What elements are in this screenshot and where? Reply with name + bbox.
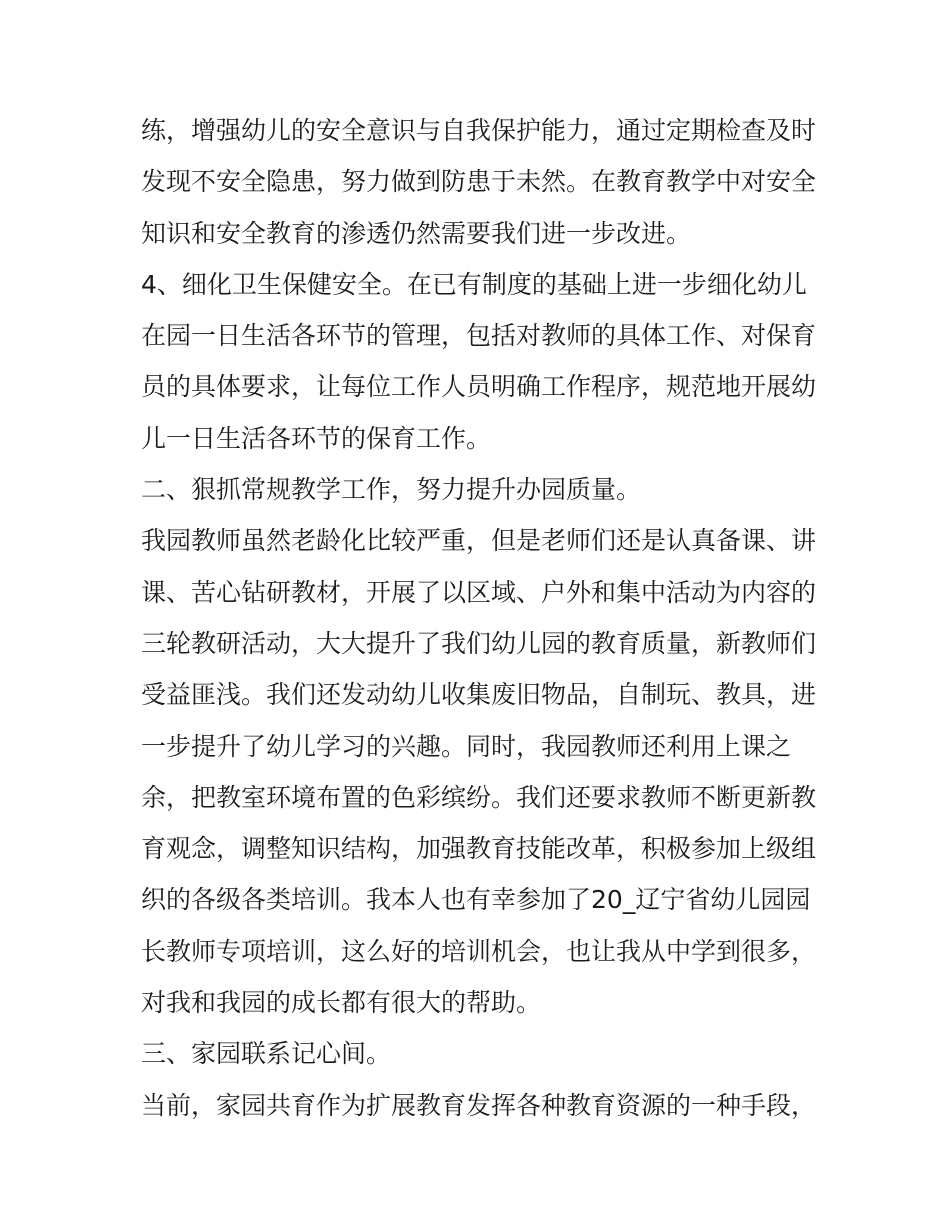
text-line: 我园教师虽然老龄化比较严重，但是老师们还是认真备课、讲 [141,526,817,556]
text-line: 当前，家园共育作为扩展教育发挥各种教育资源的一种手段， [141,1090,817,1120]
section-item-4: 4、细化卫生保健安全。在已有制度的基础上进一步细化幼儿 [141,269,807,299]
text-line: 受益匪浅。我们还发动幼儿收集废旧物品，自制玩、教具，进 [141,680,817,710]
text-line: 儿一日生活各环节的保育工作。 [141,423,492,453]
text-line: 课、苦心钻研教材，开展了以区域、户外和集中活动为内容的 [141,577,817,607]
text-line: 知识和安全教育的渗透仍然需要我们进一步改进。 [141,218,692,248]
text-line: 长教师专项培训，这么好的培训机会，也让我从中学到很多， [141,936,817,966]
text-line: 对我和我园的成长都有很大的帮助。 [141,988,542,1018]
text-line: 发现不安全隐患，努力做到防患于未然。在教育教学中对安全 [141,167,817,197]
section-heading-3: 三、家园联系记心间。 [141,1039,392,1069]
text-line: 三轮教研活动，大大提升了我们幼儿园的教育质量，新教师们 [141,628,817,658]
text-line: 员的具体要求，让每位工作人员明确工作程序，规范地开展幼 [141,372,817,402]
section-heading-2: 二、狠抓常规教学工作，努力提升办园质量。 [141,475,642,505]
text-line: 一步提升了幼儿学习的兴趣。同时，我园教师还利用上课之 [141,731,792,761]
text-line: 育观念，调整知识结构，加强教育技能改革，积极参加上级组 [141,834,817,864]
text-line: 织的各级各类培训。我本人也有幸参加了20_辽宁省幼儿园园 [141,885,811,915]
text-line: 余，把教室环境布置的色彩缤纷。我们还要求教师不断更新教 [141,782,817,812]
text-line: 在园一日生活各环节的管理，包括对教师的具体工作、对保育 [141,321,817,351]
text-line: 练，增强幼儿的安全意识与自我保护能力，通过定期检查及时 [141,116,817,145]
body-text [141,105,821,1131]
